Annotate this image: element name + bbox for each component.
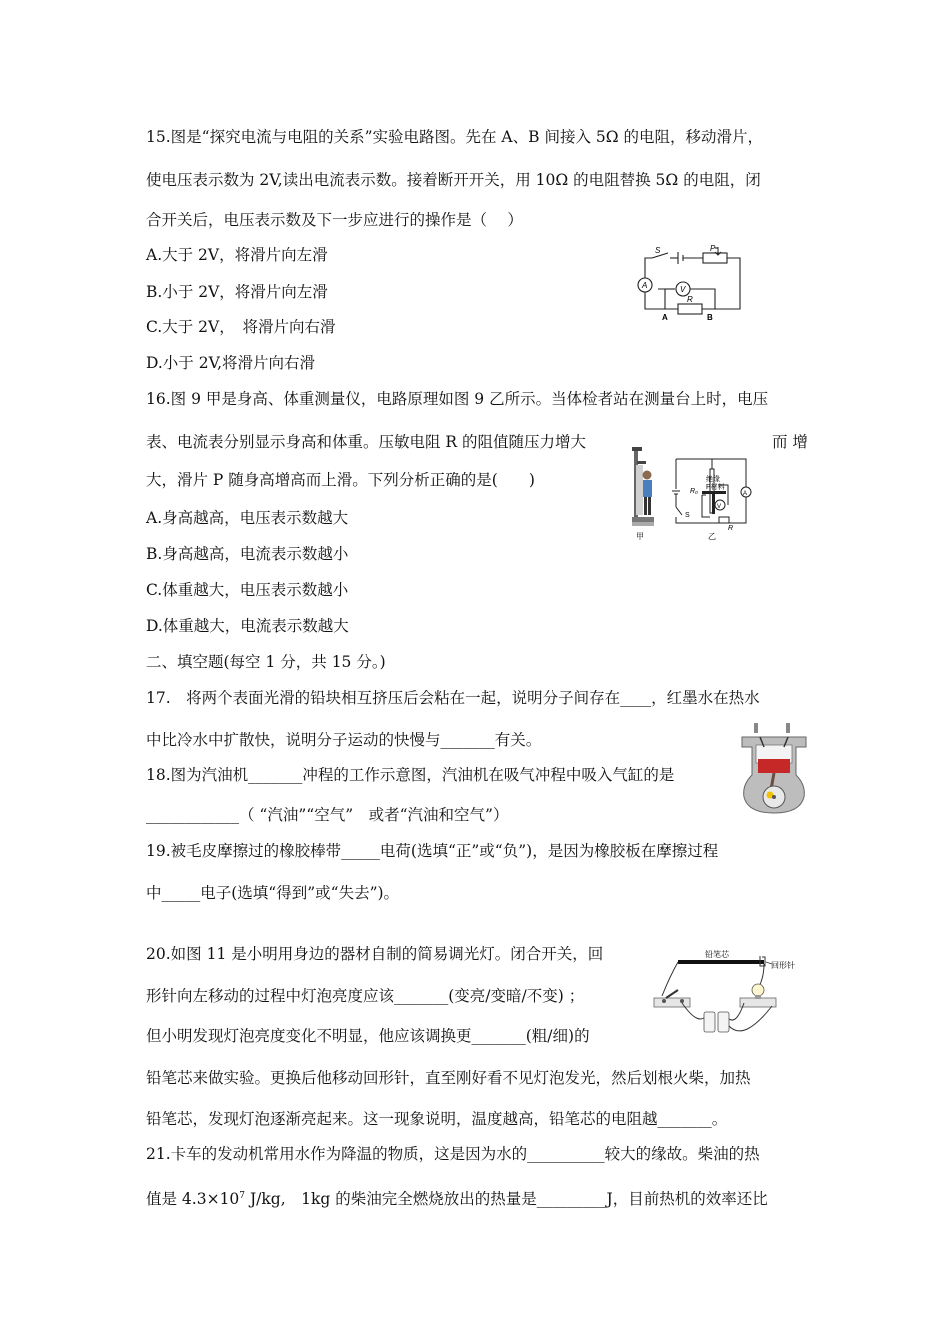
q15-option-d: D.小于 2V,将滑片向右滑: [146, 354, 316, 372]
q15-line-3: 合开关后，电压表示数及下一步应进行的操作是（ ）: [146, 211, 523, 229]
q20-line-4: 铅笔芯来做实验。更换后他移动回形针，直至刚好看不见灯泡发光，然后划根火柴，加热: [146, 1069, 751, 1087]
q15-label-s: S: [655, 246, 661, 255]
q20-line-5: 铅笔芯，发现灯泡逐渐亮起来。这一现象说明，温度越高，铅笔芯的电阻越_______。: [146, 1110, 728, 1128]
q15-terminal-a: A: [662, 313, 668, 321]
q15-terminal-b: B: [707, 313, 713, 321]
q20-line-3: 但小明发现灯泡亮度变化不明显，他应该调换更_______(粗/细)的: [146, 1027, 590, 1045]
q16-line-1: 16.图 9 甲是身高、体重测量仪，电路原理如图 9 乙所示。当体检者站在测量台上时，电压: [146, 390, 769, 408]
q20-line-2: 形针向左移动的过程中灯泡亮度应该_______(变亮/变暗/不变) ；: [146, 987, 585, 1005]
q19-line-1: 19.被毛皮摩擦过的橡胶棒带_____电荷(选填“正”或“负”)，是因为橡胶板在摩擦过程: [146, 842, 719, 860]
q16-label-jia: 甲: [636, 532, 644, 541]
section-2-heading: 二、填空题(每空 1 分，共 15 分。): [146, 653, 386, 671]
q20-label-pencil-lead: 铅笔芯: [705, 950, 729, 959]
q15-line-2: 使电压表示数为 2V,读出电流表示数。接着断开开关，用 10Ω 的电阻替换 5Ω 的电阻，闭: [146, 171, 761, 189]
q16-line-2a: 表、电流表分别显示身高和体重。压敏电阻 R 的阻值随压力增大: [146, 433, 587, 451]
q18-line-1: 18.图为汽油机_______冲程的工作示意图，汽油机在吸气冲程中吸入气缸的是: [146, 766, 675, 784]
q15-resistor-label: R: [687, 295, 693, 304]
q16-label-yi: 乙: [708, 532, 716, 541]
q21-exponent: 7: [239, 1191, 246, 1201]
q15-option-a: A.大于 2V，将滑片向左滑: [146, 246, 328, 264]
q16-label-r: R: [728, 525, 734, 532]
q20-label-paper-clip: 回形针: [771, 961, 795, 970]
q21-line-2-end: J/kg, 1kg 的柴油完全燃烧放出的热量是_________J，目前热机的效率还比: [245, 1190, 768, 1209]
q16-label-r0: R₀: [690, 488, 699, 495]
q16-label-p-material: P材料: [706, 484, 725, 491]
q21-line-2-start: 值是 4.3×10: [146, 1190, 240, 1209]
q15-line-1: 15.图是“探究电流与电阻的关系”实验电路图。先在 A、B 间接入 5Ω 的电阻，移动滑片，: [146, 128, 764, 146]
q17-line-2: 中比冷水中扩散快，说明分子运动的快慢与_______有关。: [146, 731, 542, 749]
q19-line-2: 中_____电子(选填“得到”或“失去”)。: [146, 884, 400, 902]
q18-line-2: ____________（ “汽油”“空气” 或者“汽油和空气”）: [146, 806, 509, 824]
q16-label-insulator: 绝缘: [706, 476, 720, 483]
q15-voltmeter-label: V: [680, 285, 686, 294]
q15-option-b: B.小于 2V，将滑片向左滑: [146, 283, 328, 301]
q16-option-a: A.身高越高，电压表示数越大: [146, 509, 349, 527]
q16-line-3: 大，滑片 P 随身高增高而上滑。下列分析正确的是( ): [146, 471, 535, 489]
q20-dimmer-lamp-diagram: [648, 946, 833, 1046]
q15-circuit-diagram: [630, 243, 745, 321]
q16-option-d: D.体重越大，电流表示数越大: [146, 617, 349, 635]
q16-label-switch: S: [685, 512, 690, 519]
q17-line-1: 17. 将两个表面光滑的铅块相互挤压后会粘在一起，说明分子间存在____，红墨水在热水: [146, 689, 760, 707]
q18-engine-stroke-diagram: [738, 723, 810, 815]
q20-line-1: 20.如图 11 是小明用身边的器材自制的简易调光灯。闭合开关，回: [146, 945, 604, 963]
q15-ammeter-label: A: [642, 281, 648, 290]
q21-line-2: [146, 1186, 768, 1209]
q16-line-2b: 而 增: [772, 433, 808, 451]
q16-ammeter-label: A: [743, 491, 748, 497]
q16-voltmeter-label: V: [717, 504, 722, 510]
q15-label-p: P: [710, 244, 716, 253]
q16-height-weight-meter-diagram: [628, 447, 758, 543]
q16-option-c: C.体重越大，电压表示数越小: [146, 581, 349, 599]
q16-option-b: B.身高越高，电流表示数越小: [146, 545, 349, 563]
q21-line-1: 21.卡车的发动机常用水作为降温的物质，这是因为水的__________较大的缘故。柴油的热: [146, 1145, 760, 1163]
q15-option-c: C.大于 2V， 将滑片向右滑: [146, 318, 336, 336]
